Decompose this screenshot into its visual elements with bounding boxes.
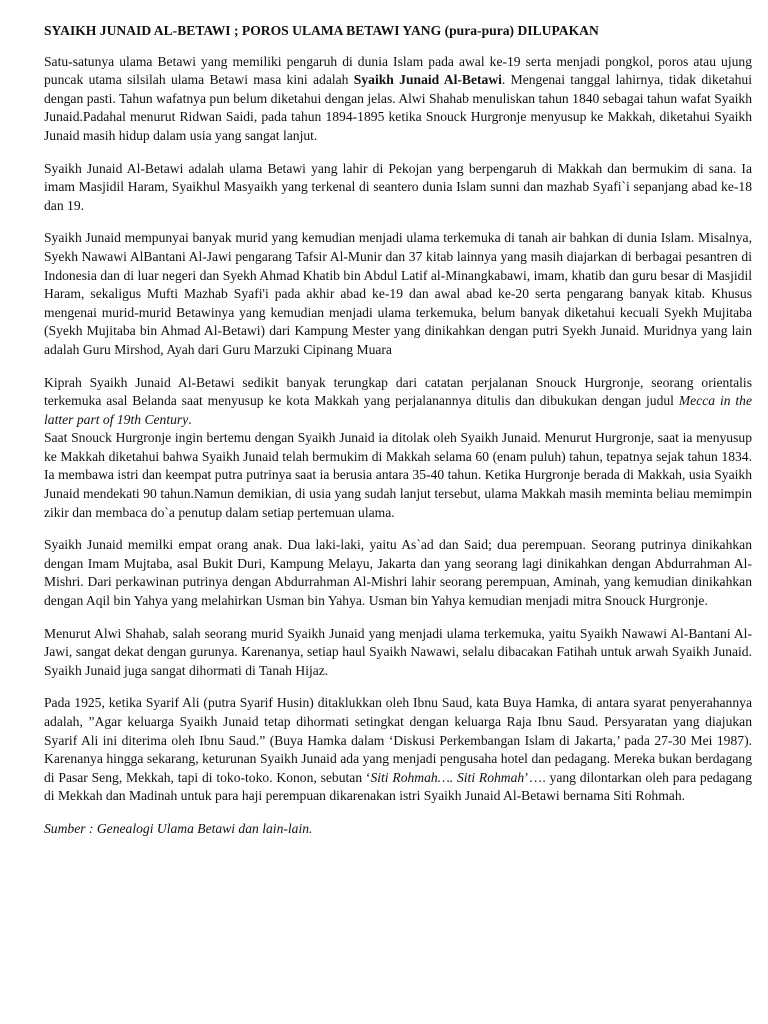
paragraph-4-text-a: Kiprah Syaikh Junaid Al-Betawi sedikit banyak terungkap dari catatan perjalanan Snouck Hurgronje, seorang orientalis terkemuka asal Belanda saat menyusup ke kota Makkah yang perjalanannya ditulis dan dibukukan dengan judul	[44, 374, 752, 409]
paragraph-4-book-title: Mecca in the latter part of 19th Century	[44, 393, 752, 427]
paragraph-4-text-c: .	[188, 411, 192, 427]
paragraph-2: Syaikh Junaid Al-Betawi adalah ulama Betawi yang lahir di Pekojan yang berpengaruh di Makkah dan bermukim di sana. Ia imam Masjidil Haram, Syaikhul Masyaikh yang terkenal di seantero dunia Islam sunni dan mazhab Syafi`i sepanjang abad ke-18 dan 19.	[44, 160, 752, 213]
paragraph-1-bold-name: Syaikh Junaid Al-Betawi	[353, 72, 502, 88]
paragraph-8	[44, 694, 752, 806]
paragraph-4	[44, 374, 752, 430]
source-citation: Sumber : Genealogi Ulama Betawi dan lain-lain.	[44, 820, 313, 836]
paragraph-8-italic-phrase: Siti Rohmah…. Siti Rohmah	[370, 769, 525, 785]
document-page	[44, 22, 752, 853]
paragraph-7: Menurut Alwi Shahab, salah seorang murid Syaikh Junaid yang menjadi ulama terkemuka, yaitu Syaikh Nawawi Al-Bantani Al-Jawi, sangat dekat dengan gurunya. Karenanya, setiap haul Syaikh Nawawi, selalu dibacakan Fatihah untuk arwah Syaikh Junaid. Syaikh Junaid juga sangat dihormati di Tanah Hijaz.	[44, 625, 752, 678]
paragraph-1	[44, 53, 752, 146]
paragraph-8-text-c: ’…. yang dilontarkan oleh para pedagang di Mekkah dan Madinah untuk para haji perempuan dikarenakan istri Syaikh Junaid Al-Betawi bernama Siti Rohmah.	[44, 769, 752, 804]
paragraph-8-text-a: Pada 1925, ketika Syarif Ali (putra Syarif Husin) ditaklukkan oleh Ibnu Saud, kata Buya Hamka, di antara syarat penyerahannya adalah, ”Agar keluarga Syaikh Junaid tetap dihormati setingkat dengan keluarga Raja Ibnu Saud. Persyaratan yang diajukan Syarif Ali ini diterima oleh Ibnu Saud.” (Buya Hamka dalam ‘Diskusi Perkembangan Islam di Jakarta,’ pada 27-30 Mei 1987). Karenanya hingga sekarang, keturunan Syaikh Junaid ada yang menjadi pengusaha hotel dan pedagang. Mereka bukan berdagang di Pasar Seng, Mekkah, tapi di toko-toko. Konon, sebutan ‘	[44, 695, 752, 785]
page-title: SYAIKH JUNAID AL-BETAWI ; POROS ULAMA BETAWI YANG (pura-pura) DILUPAKAN	[44, 23, 599, 38]
paragraph-1-text-a: Satu-satunya ulama Betawi yang memiliki pengaruh di dunia Islam pada awal ke-19 serta menjadi pongkol, poros atau ujung puncak utama silsilah ulama Betawi masa kini adalah	[44, 53, 752, 88]
paragraph-5: Saat Snouck Hurgronje ingin bertemu dengan Syaikh Junaid ia ditolak oleh Syaikh Junaid. Menurut Hurgronje, saat ia menyusup ke Makkah diketahui bahwa Syaikh Junaid telah bermukim di Makkah selama 60 (enam puluh) tahun, tepatnya sejak tahun 1834. Ia membawa istri dan keempat putra putrinya saat ia berusia antara 35-40 tahun. Ketika Hurgronje berada di Makkah, usia Syaikh Junaid mendekati 90 tahun.Namun demikian, di usia yang sudah lanjut tersebut, ulama Makkah masih meminta beliau memimpin zikir dan membaca do`a penutup dalam setiap pertemuan ulama.	[44, 430, 752, 520]
paragraph-6: Syaikh Junaid memilki empat orang anak. Dua laki-laki, yaitu As`ad dan Said; dua perempuan. Seorang putrinya dinikahkan dengan Imam Mujtaba, asal Bukit Duri, Kampung Melayu, Jakarta dan yang seorang lagi dinikahkan dengan Abdurrahman Al- Mishri. Dari perkawinan putrinya dengan Abdurrahman Al-Mishri lahir seorang perempuan, Aminah, yang kemudian dinikahkan dengan Aqil bin Yahya yang melahirkan Usman bin Yahya. Usman bin Yahya kemudian menjadi mitra Snouck Hurgronje.	[44, 537, 752, 609]
paragraph-3: Syaikh Junaid mempunyai banyak murid yang kemudian menjadi ulama terkemuka di tanah air bahkan di dunia Islam. Misalnya, Syekh Nawawi AlBantani Al-Jawi pengarang Tafsir Al-Munir dan 37 kitab lainnya yang masih diajarkan di berbagai pesantren di Indonesia dan di luar negeri dan Syekh Ahmad Khatib bin Abdul Latif al-Minangkabawi, imam, khatib dan guru besar di Masjidil Haram, sekaligus Mufti Mazhab Syafi'i pada akhir abad ke-19 dan awal abad ke-20 serta pengarang banyak kitab. Khusus mengenai murid-murid Betawinya yang kemudian menjadi ulama terkemuka, belum banyak diketahui kecuali Syekh Mujitaba (Syekh Mujitaba bin Ahmad Al-Betawi) dari Kampung Mester yang dinikahkan dengan putri Syekh Junaid. Muridnya yang lain adalah Guru Mirshod, Ayah dari Guru Marzuki Cipinang Muara	[44, 230, 752, 357]
paragraph-1-text-c: . Mengenai tanggal lahirnya, tidak diketahui dengan pasti. Tahun wafatnya pun belum diketahui dengan jelas. Alwi Shahab menuliskan tahun 1840 sebagai tahun wafat Syaikh Junaid.Padahal menurut Ridwan Saidi, pada tahun 1894-1895 ketika Snouck Hurgronje menyusup ke Makkah, diketahui Syaikh Junaid masih hidup dalam usia yang sangat lanjut.	[44, 72, 752, 143]
